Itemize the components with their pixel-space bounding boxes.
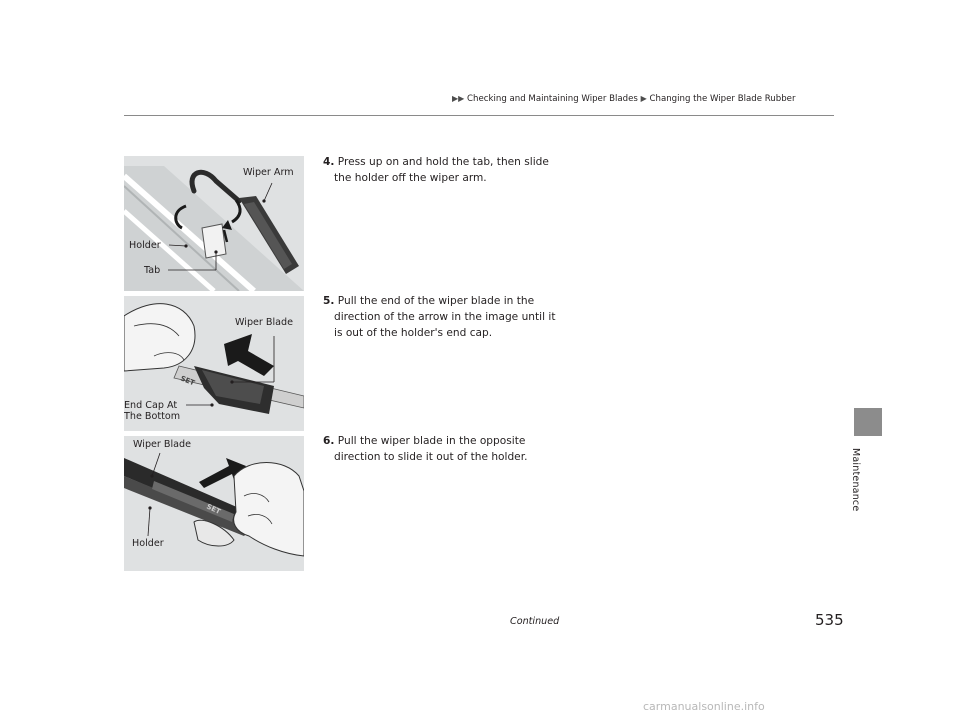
callout-end-cap-line1: End Cap At [124, 400, 178, 411]
breadcrumb-item-changing-rubber[interactable]: Changing the Wiper Blade Rubber [649, 94, 796, 104]
step-text: Pull the end of the wiper blade in the direction of the arrow in the image until it is out of the holder's end cap. [334, 295, 556, 339]
step-number: 4. [323, 156, 335, 168]
watermark[interactable]: carmanualsonline.info [643, 700, 765, 713]
double-arrow-icon: ▶▶ [452, 94, 465, 103]
continued-label: Continued [510, 616, 560, 627]
step-number: 5. [323, 295, 335, 307]
callout-end-cap-line2: The Bottom [124, 411, 181, 422]
breadcrumb-item-wiper-blades[interactable]: Checking and Maintaining Wiper Blades [467, 94, 638, 104]
callout-holder: Holder [129, 240, 161, 251]
callout-wiper-arm: Wiper Arm [243, 167, 294, 178]
breadcrumb [452, 94, 795, 104]
step-5 [323, 294, 563, 341]
callout-wiper-blade: Wiper Blade [235, 317, 294, 328]
step-4 [323, 155, 563, 187]
illustration-blade-slide [124, 436, 304, 571]
figure-blade-slide-out [124, 436, 304, 571]
page-number: 535 [815, 611, 844, 629]
step-text: Pull the wiper blade in the opposite direction to slide it out of the holder. [334, 435, 528, 463]
callout-tab: Tab [144, 265, 161, 276]
figure-wiper-arm-holder [124, 156, 304, 291]
blade-print-text: SET [179, 374, 196, 388]
section-tab-marker [854, 408, 882, 436]
section-tab-label[interactable]: Maintenance [850, 448, 861, 512]
blade-print-text-2: SET [205, 502, 222, 516]
callout-holder-2: Holder [132, 538, 164, 549]
step-6 [323, 434, 563, 466]
arrow-icon: ▶ [640, 94, 647, 103]
figure-wiper-blade-end-cap [124, 296, 304, 431]
step-number: 6. [323, 435, 335, 447]
callout-wiper-blade-2: Wiper Blade [133, 439, 192, 450]
header-divider [124, 115, 834, 116]
step-text: Press up on and hold the tab, then slide the holder off the wiper arm. [334, 156, 549, 184]
